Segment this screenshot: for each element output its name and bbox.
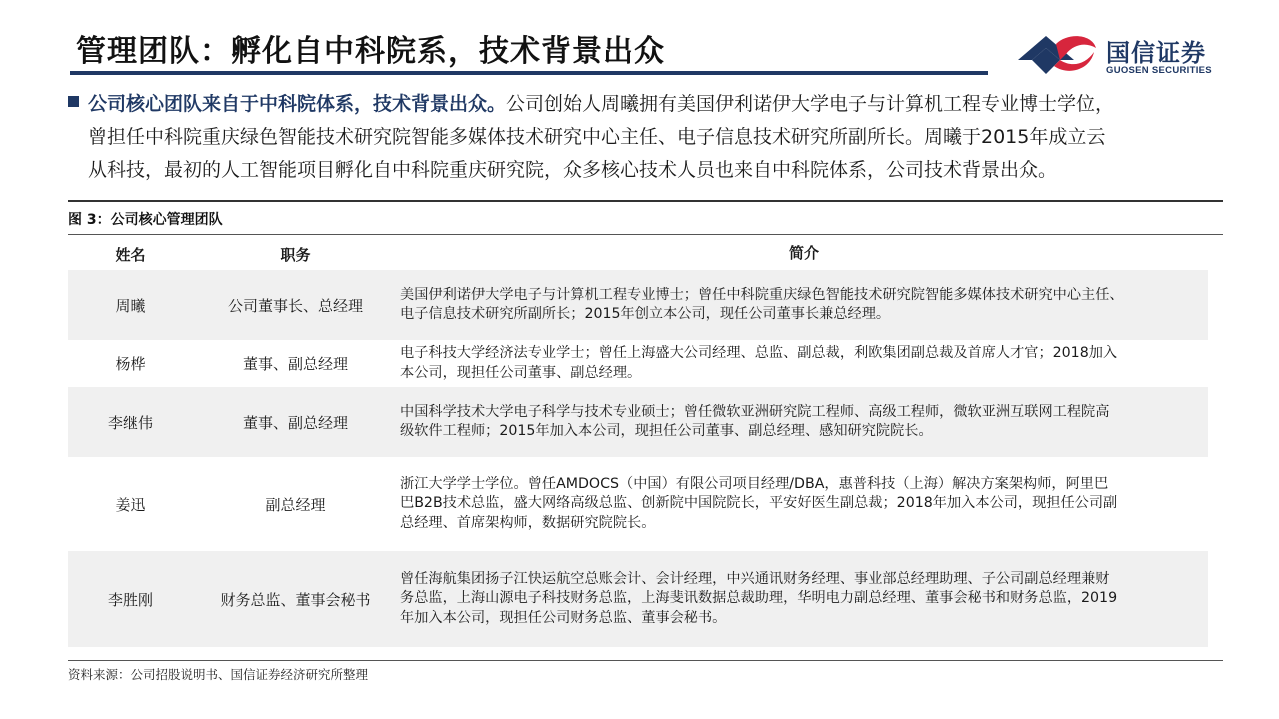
bio-line: 电子科技大学经济法专业学士；曾任上海盛大公司经理、总监、副总裁，利欧集团副总裁及首席人才官；2018加入 xyxy=(400,345,1118,361)
member-bio xyxy=(398,551,1208,647)
member-role: 副总经理 xyxy=(265,495,326,514)
member-name: 李继伟 xyxy=(107,413,153,432)
member-role: 公司董事长、总经理 xyxy=(227,296,363,315)
table-row xyxy=(68,457,1208,551)
table-row xyxy=(68,387,1208,457)
figure-title: 图 3：公司核心管理团队 xyxy=(68,212,223,228)
table-row xyxy=(68,551,1208,647)
summary-line-2: 曾担任中科院重庆绿色智能技术研究院智能多媒体技术研究中心主任、电子信息技术研究所副所长。周曦于2015年成立云 xyxy=(88,126,1106,148)
summary-line-1: 公司创始人周曦拥有美国伊利诺伊大学电子与计算机工程专业博士学位， xyxy=(506,93,1115,115)
summary-line-3: 从科技，最初的人工智能项目孵化自中科院重庆研究院，众多核心技术人员也来自中科院体系，公司技术背景出众。 xyxy=(88,159,1058,181)
member-bio xyxy=(398,340,1208,387)
member-bio xyxy=(398,387,1208,457)
bio-line: 级软件工程师；2015年加入本公司，现担任公司董事、副总经理、感知研究院院长。 xyxy=(400,423,933,439)
title-underline xyxy=(70,71,988,75)
table-row xyxy=(68,340,1208,387)
bio-line: 本公司，现担任公司董事、副总经理。 xyxy=(400,364,642,381)
member-name: 杨桦 xyxy=(115,355,146,373)
logo-english-name: GUOSEN SECURITIES xyxy=(1106,65,1212,76)
bio-line: 电子信息技术研究所副所长；2015年创立本公司，现任公司董事长兼总经理。 xyxy=(400,306,891,322)
summary-paragraph xyxy=(68,88,1248,187)
bio-line: 中国科学技术大学电子科学与技术专业硕士；曾任微软亚洲研究院工程师、高级工程师，微软亚洲互联网工程院高 xyxy=(400,403,1110,420)
member-bio xyxy=(398,270,1208,340)
member-bio xyxy=(398,457,1208,551)
member-name: 姜迅 xyxy=(115,495,146,514)
bio-line: 巴B2B技术总监，盛大网络高级总监、创新院中国院院长，平安好医生副总裁；2018年加入本公司，现担任公司副 xyxy=(400,495,1118,512)
figure-top-rule xyxy=(68,200,1223,202)
bio-line: 浙江大学学士学位。曾任AMDOCS（中国）有限公司项目经理/DBA，惠普科技（上海）解决方案架构师，阿里巴 xyxy=(400,475,1109,492)
summary-highlight: 公司核心团队来自于中科院体系，技术背景出众。 xyxy=(88,93,507,115)
member-role: 董事、副总经理 xyxy=(242,413,348,432)
management-team-table xyxy=(68,238,1208,647)
logo-chinese-name: 国信证券 xyxy=(1106,39,1206,67)
table-header xyxy=(68,238,1208,270)
member-name: 李胜刚 xyxy=(107,590,153,609)
bio-line: 务总监，上海山源电子科技财务总监，上海斐讯数据总裁助理，华明电力副总经理、董事会秘书和财务总监，2019 xyxy=(400,590,1118,607)
source-note: 资料来源：公司招股说明书、国信证券经济研究所整理 xyxy=(68,667,369,682)
bio-line: 总经理、首席架构师，数据研究院院长。 xyxy=(400,514,656,531)
header-bio: 简介 xyxy=(788,244,819,263)
square-bullet-icon xyxy=(68,96,79,107)
member-role: 财务总监、董事会秘书 xyxy=(220,590,371,609)
company-logo xyxy=(1016,30,1231,80)
table-row xyxy=(68,270,1208,340)
logo-mark-icon xyxy=(1016,30,1100,80)
member-name: 周曦 xyxy=(115,296,146,315)
member-role: 董事、副总经理 xyxy=(242,355,348,373)
bio-line: 年加入本公司，现担任公司财务总监、董事会秘书。 xyxy=(400,609,727,626)
page-title: 管理团队：孵化自中科院系，技术背景出众 xyxy=(76,34,665,69)
bio-line: 美国伊利诺伊大学电子与计算机工程专业博士；曾任中科院重庆绿色智能技术研究院智能多媒体技术研究中心主任、 xyxy=(400,286,1124,303)
figure-bottom-rule xyxy=(68,660,1223,661)
bio-line: 曾任海航集团扬子江快运航空总账会计、会计经理，中兴通讯财务经理、事业部总经理助理、子公司副总经理兼财 xyxy=(400,570,1110,587)
figure-title-rule xyxy=(68,234,1223,235)
header-name: 姓名 xyxy=(115,245,146,264)
header-role: 职务 xyxy=(280,245,311,264)
